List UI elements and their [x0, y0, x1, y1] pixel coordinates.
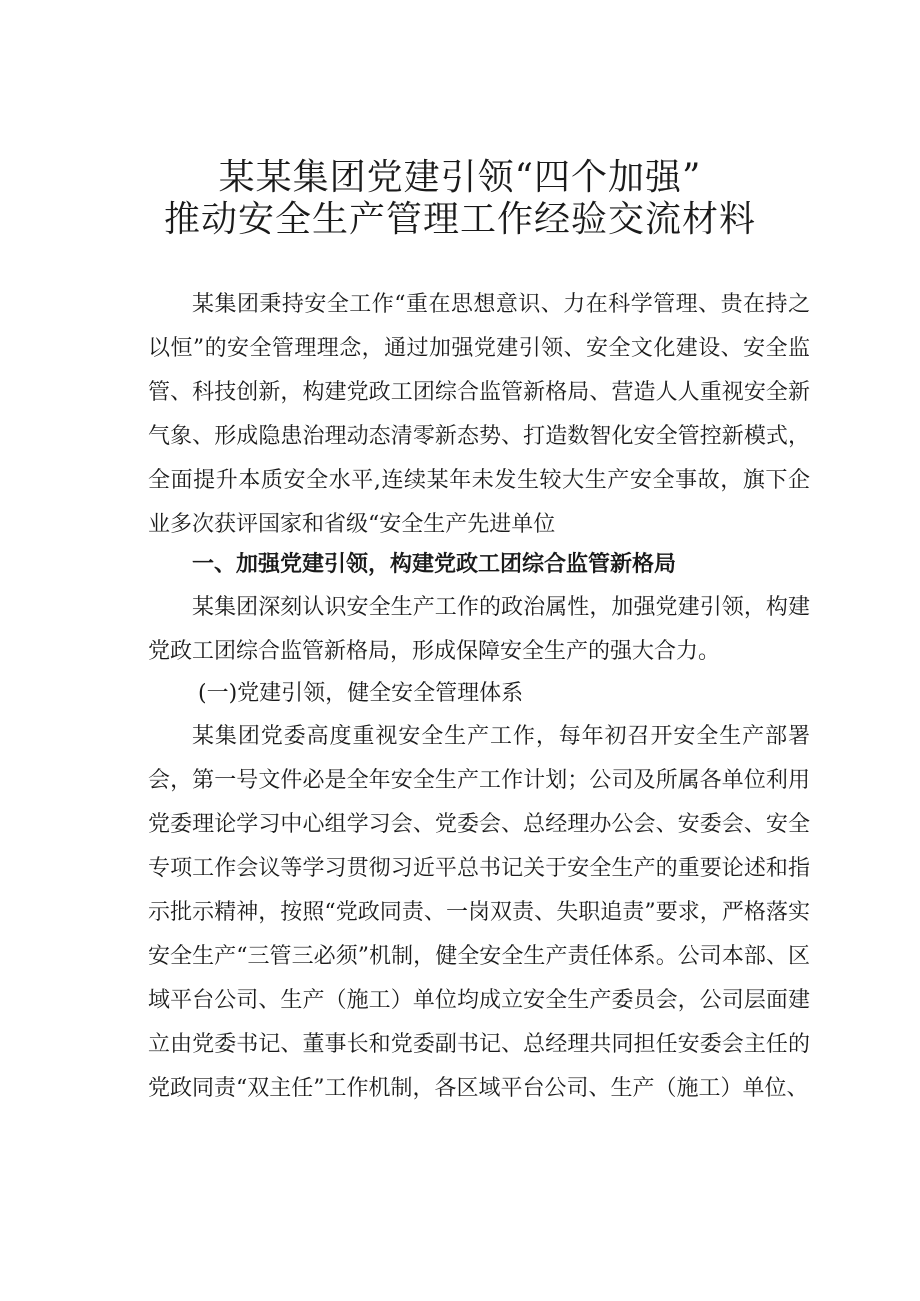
document-title-line2: 推动安全生产管理工作经验交流材料 [163, 199, 756, 240]
section-1-heading: 一、加强党建引领，构建党政工团综合监管新格局 [192, 552, 677, 577]
subsection-1-heading: (一)党建引领，健全安全管理体系 [198, 681, 524, 706]
intro-paragraph: 某集团秉持安全工作“重在思想意识、力在科学管理、贵在持之以恒”的安全管理理念，通过加强党建引领、安全文化建设、安全监管、科技创新，构建党政工团综合监管新格局、营造人人重视安全新气象、形成隐患治理动态清零新态势、打造数智化安全管控新模式，全面提升本质安全水平,连续某年未发生较大生产安全事故，旗下企业多次获评国家和省级“安全生产先进单位 [148, 292, 810, 537]
subsection-1-paragraph: 某集团党委高度重视安全生产工作，每年初召开安全生产部署会，第一号文件必是全年安全生产工作计划；公司及所属各单位利用党委理论学习中心组学习会、党委会、总经理办公会、安委会、安全专项工作会议等学习贯彻习近平总书记关于安全生产的重要论述和指示批示精神，按照“党政同责、一岗双责、失职追责”要求，严格落实安全生产“三管三必须”机制，健全安全生产责任体系。公司本部、区域平台公司、生产（施工）单位均成立安全生产委员会，公司层面建立由党委书记、董事长和党委副书记、总经理共同担任安委会主任的党政同责“双主任”工作机制，各区域平台公司、生产（施工）单位、 [148, 724, 810, 1101]
section-1-paragraph: 某集团深刻认识安全生产工作的政治属性，加强党建引领，构建党政工团综合监管新格局，形成保障安全生产的强大合力。 [148, 595, 810, 664]
document-title-line1: 某某集团党建引领“四个加强” [218, 157, 702, 198]
